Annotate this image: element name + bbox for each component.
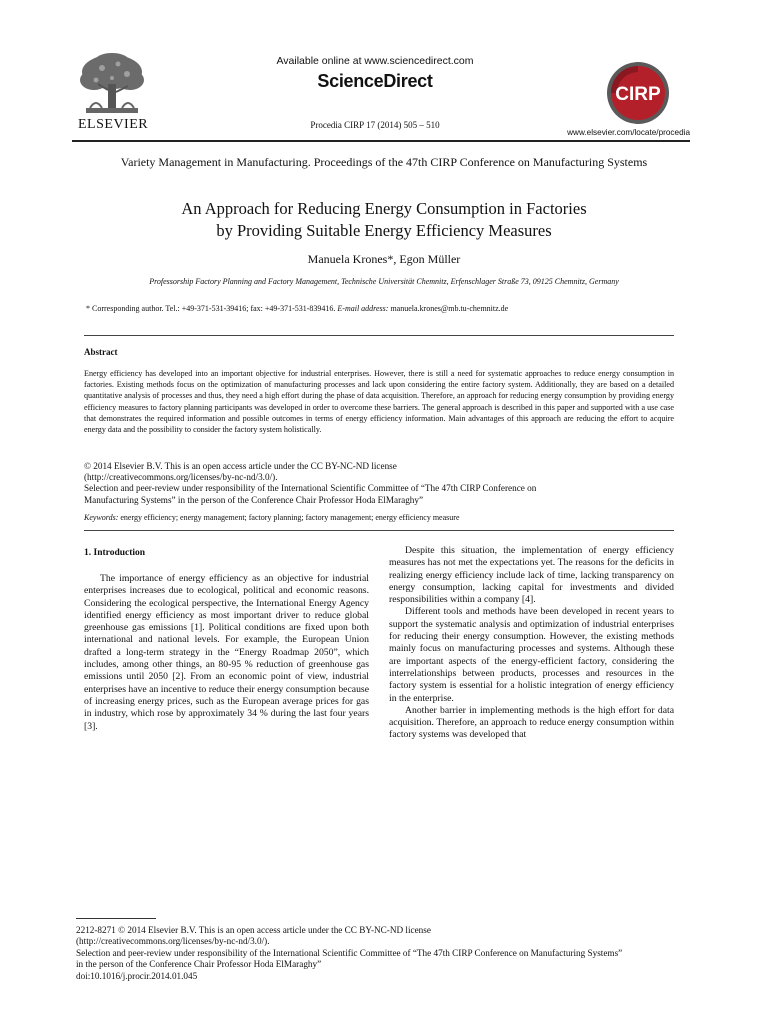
license-line-4: Manufacturing Systems” in the person of the Conference Chair Professor Hoda ElMaraghy”: [84, 494, 424, 505]
sciencedirect-wordmark: ScienceDirect: [317, 71, 433, 91]
keywords-label: Keywords:: [84, 513, 119, 522]
footer-license-link[interactable]: (http://creativecommons.org/licenses/by-nc-nd/3.0/).: [76, 936, 270, 947]
available-online-text[interactable]: Available online at www.sciencedirect.com: [276, 55, 474, 67]
body-column-left: [84, 573, 369, 733]
journal-homepage-link[interactable]: www.elsevier.com/locate/procedia: [567, 128, 690, 137]
affiliation: Professorship Factory Planning and Factory Management, Technische Universität Chemnitz, Erfenschlager Straße 73, 09125 Chemnitz, Germany: [149, 277, 619, 286]
email-label: E-mail address:: [337, 304, 389, 313]
doi[interactable]: doi:10.1016/j.procir.2014.01.045: [76, 970, 198, 981]
conference-series: Variety Management in Manufacturing. Proceedings of the 47th CIRP Conference on Manufacturing Systems: [120, 155, 648, 169]
license-line-1: © 2014 Elsevier B.V. This is an open access article under the CC BY-NC-ND license: [84, 461, 397, 471]
title-line-1: An Approach for Reducing Energy Consumption in Factories: [181, 199, 587, 218]
cirp-logo-text: CIRP: [615, 84, 661, 105]
elsevier-wordmark: ELSEVIER: [78, 117, 149, 132]
journal-citation: Procedia CIRP 17 (2014) 505 – 510: [310, 120, 440, 130]
license-line-3: Selection and peer-review under responsibility of the International Scientific Committee of “The 47th CIRP Conference on: [84, 483, 537, 494]
abstract-heading: Abstract: [84, 347, 118, 357]
body-column-right: [389, 545, 674, 742]
paragraph: Different tools and methods have been developed in recent years to support the systematic analysis and optimization of industrial enterprises for reducing their energy consumption. However, the existing methods mainly focus on manufacturing processes and systems. Although these are important aspects of the energy-efficient factory, considering the interrelationships between products, processes and resources in the factory system is essential for a holistic integration of energy efficiency in the enterprise.: [389, 606, 674, 704]
footer-license: [76, 925, 696, 982]
keywords: [84, 513, 674, 522]
email-address[interactable]: manuela.krones@mb.tu-chemnitz.de: [388, 304, 509, 313]
corresponding-author: [86, 304, 686, 313]
paragraph: Despite this situation, the implementation of energy efficiency measures has not met the expectations yet. The reasons for the deficits in realizing energy efficiency include lack of time, lacking transparency on energy consumption, lacking capital for investments and divided responsibilities within a company [4].: [389, 545, 674, 606]
section-heading-introduction: 1. Introduction: [84, 548, 146, 558]
license-link[interactable]: (http://creativecommons.org/licenses/by-nc-nd/3.0/).: [84, 472, 278, 483]
abstract-body: Energy efficiency has developed into an important objective for industrial enterprises. However, there is still a need for systematic approaches to reduce energy consumption in factories. Existing methods focus on the optimization of manufacturing processes and lack upon considering the entire factory system. Additionally, they are based on a detailed quantitative analysis of processes and thus, they need a high effort during the phase of data acquisition. Therefore, an approach for reducing energy consumption by providing energy efficiency measures to factory planning participants was developed in order to overcome these barriers. The general approach is described in this paper and supported with a use case that demonstrates the required information and possible outcomes in terms of energy efficiency information. Main advantages of this approach are reducing the effort to acquire energy data and the possibility to consider the factory system holistically.: [84, 369, 674, 435]
paragraph: The importance of energy efficiency as an objective for industrial enterprises increases due to ecological, political and economic reasons. Considering the ecological perspective, the International Energy Agency identified energy efficiency as most important driver to reduce global greenhouse gas emissions [1]. Political conditions are fixed upon both international and national levels. For example, the European Union drafted a long-term strategy in the “Energy Roadmap 2050”, which includes, among other things, an 80-95 % reduction of greenhouse gas emissions until 2050 [2]. From an economic point of view, industrial enterprises have an incentive to reduce their energy consumption because of increasing energy prices, such as the European average prices for gas in industry, which rose by approximately 34 % during the last four years [3].: [84, 573, 369, 732]
author-list: Manuela Krones*, Egon Müller: [307, 252, 461, 266]
footer-line-3: Selection and peer-review under responsibility of the International Scientific Committee of “The 47th CIRP Conference on Manufacturing Systems”: [76, 947, 623, 958]
header-divider: [72, 140, 690, 142]
corresponding-author-contact: * Corresponding author. Tel.: +49-371-531-39416; fax: +49-371-531-839416.: [86, 304, 338, 313]
abstract-bottom-rule: [84, 530, 674, 531]
title-line-2: by Providing Suitable Energy Efficiency Measures: [216, 221, 552, 240]
paper-title: [90, 198, 678, 242]
license-notice: [84, 461, 674, 506]
footer-line-1: 2212-8271 © 2014 Elsevier B.V. This is an open access article under the CC BY-NC-ND license: [76, 925, 431, 935]
abstract-top-rule: [84, 335, 674, 336]
paragraph: Another barrier in implementing methods is the high effort for data acquisition. Therefore, an approach to reduce energy consumption within factory systems was developed that: [389, 704, 674, 741]
footer-line-4: in the person of the Conference Chair Professor Hoda ElMaraghy”: [76, 959, 322, 970]
keywords-list: energy efficiency; energy management; factory planning; factory management; energy efficiency measure: [118, 513, 460, 522]
cirp-logo: [600, 60, 676, 126]
footer-rule: [76, 918, 156, 919]
